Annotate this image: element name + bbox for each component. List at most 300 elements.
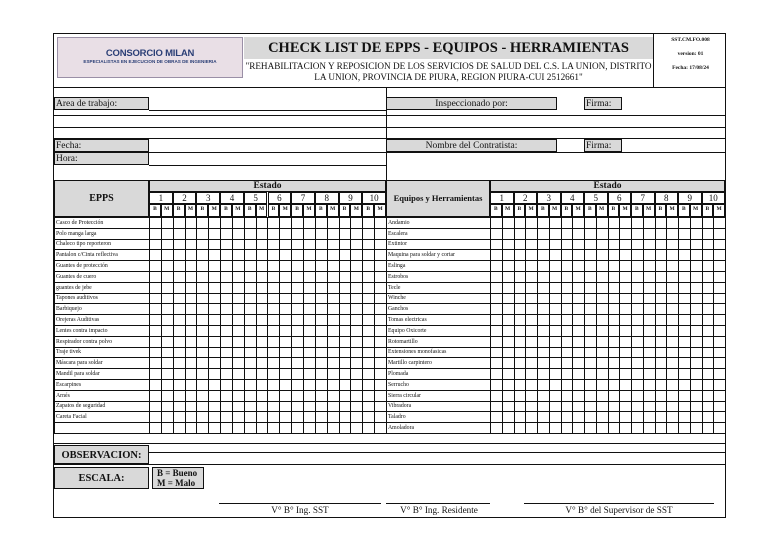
status-cell[interactable] [197, 369, 209, 380]
status-cell[interactable] [221, 369, 233, 380]
status-cell[interactable] [702, 358, 714, 369]
status-cell[interactable] [292, 347, 304, 358]
status-cell[interactable] [185, 250, 197, 261]
status-cell[interactable] [620, 315, 632, 326]
status-cell[interactable] [502, 401, 514, 412]
status-cell[interactable] [150, 412, 162, 423]
status-cell[interactable] [538, 293, 550, 304]
status-cell[interactable] [526, 412, 538, 423]
status-cell[interactable] [209, 423, 221, 434]
status-cell[interactable] [491, 293, 503, 304]
status-cell[interactable] [363, 347, 375, 358]
status-cell[interactable] [667, 379, 679, 390]
status-cell[interactable] [690, 293, 702, 304]
status-cell[interactable] [232, 358, 244, 369]
status-cell[interactable] [502, 412, 514, 423]
status-cell[interactable] [679, 401, 691, 412]
status-cell[interactable] [690, 271, 702, 282]
status-cell[interactable] [327, 390, 339, 401]
status-cell[interactable] [596, 401, 608, 412]
status-cell[interactable] [538, 336, 550, 347]
status-cell[interactable] [173, 228, 185, 239]
status-cell[interactable] [620, 271, 632, 282]
status-cell[interactable] [268, 261, 280, 272]
status-cell[interactable] [303, 412, 315, 423]
status-cell[interactable] [221, 390, 233, 401]
status-cell[interactable] [608, 315, 620, 326]
status-cell[interactable] [679, 412, 691, 423]
status-cell[interactable] [585, 315, 597, 326]
status-cell[interactable] [526, 401, 538, 412]
status-cell[interactable] [620, 423, 632, 434]
status-cell[interactable] [209, 304, 221, 315]
status-cell[interactable] [292, 293, 304, 304]
status-cell[interactable] [232, 282, 244, 293]
status-cell[interactable] [209, 401, 221, 412]
status-cell[interactable] [221, 315, 233, 326]
status-cell[interactable] [185, 358, 197, 369]
status-cell[interactable] [514, 358, 526, 369]
status-cell[interactable] [632, 379, 644, 390]
status-cell[interactable] [643, 390, 655, 401]
status-cell[interactable] [315, 412, 327, 423]
status-cell[interactable] [632, 401, 644, 412]
status-cell[interactable] [538, 412, 550, 423]
status-cell[interactable] [573, 271, 585, 282]
status-cell[interactable] [667, 336, 679, 347]
status-cell[interactable] [280, 336, 292, 347]
status-cell[interactable] [303, 369, 315, 380]
status-cell[interactable] [502, 261, 514, 272]
status-cell[interactable] [256, 412, 268, 423]
status-cell[interactable] [268, 401, 280, 412]
status-cell[interactable] [549, 304, 561, 315]
status-cell[interactable] [280, 390, 292, 401]
status-cell[interactable] [702, 250, 714, 261]
status-cell[interactable] [327, 347, 339, 358]
status-cell[interactable] [221, 379, 233, 390]
status-cell[interactable] [526, 347, 538, 358]
status-cell[interactable] [526, 358, 538, 369]
status-cell[interactable] [150, 293, 162, 304]
status-cell[interactable] [244, 293, 256, 304]
status-cell[interactable] [632, 325, 644, 336]
status-cell[interactable] [315, 250, 327, 261]
status-cell[interactable] [596, 218, 608, 229]
status-cell[interactable] [150, 369, 162, 380]
status-cell[interactable] [244, 401, 256, 412]
status-cell[interactable] [303, 228, 315, 239]
status-cell[interactable] [561, 390, 573, 401]
status-cell[interactable] [256, 218, 268, 229]
status-cell[interactable] [173, 401, 185, 412]
status-cell[interactable] [596, 336, 608, 347]
status-cell[interactable] [292, 423, 304, 434]
status-cell[interactable] [714, 261, 726, 272]
status-cell[interactable] [244, 261, 256, 272]
status-cell[interactable] [526, 228, 538, 239]
status-cell[interactable] [244, 304, 256, 315]
status-cell[interactable] [608, 401, 620, 412]
status-cell[interactable] [596, 315, 608, 326]
status-cell[interactable] [502, 369, 514, 380]
status-cell[interactable] [256, 390, 268, 401]
status-cell[interactable] [549, 412, 561, 423]
status-cell[interactable] [667, 261, 679, 272]
status-cell[interactable] [292, 271, 304, 282]
status-cell[interactable] [209, 315, 221, 326]
status-cell[interactable] [643, 347, 655, 358]
status-cell[interactable] [679, 250, 691, 261]
status-cell[interactable] [280, 412, 292, 423]
status-cell[interactable] [643, 401, 655, 412]
status-cell[interactable] [596, 261, 608, 272]
status-cell[interactable] [514, 261, 526, 272]
status-cell[interactable] [303, 358, 315, 369]
status-cell[interactable] [150, 228, 162, 239]
status-cell[interactable] [561, 358, 573, 369]
status-cell[interactable] [596, 369, 608, 380]
status-cell[interactable] [209, 293, 221, 304]
status-cell[interactable] [303, 423, 315, 434]
status-cell[interactable] [363, 325, 375, 336]
status-cell[interactable] [363, 401, 375, 412]
status-cell[interactable] [339, 358, 351, 369]
status-cell[interactable] [232, 271, 244, 282]
status-cell[interactable] [608, 379, 620, 390]
status-cell[interactable] [608, 239, 620, 250]
status-cell[interactable] [690, 261, 702, 272]
status-cell[interactable] [280, 271, 292, 282]
status-cell[interactable] [292, 282, 304, 293]
status-cell[interactable] [315, 293, 327, 304]
status-cell[interactable] [573, 336, 585, 347]
status-cell[interactable] [608, 423, 620, 434]
status-cell[interactable] [232, 218, 244, 229]
status-cell[interactable] [339, 218, 351, 229]
status-cell[interactable] [315, 369, 327, 380]
status-cell[interactable] [561, 347, 573, 358]
status-cell[interactable] [667, 325, 679, 336]
status-cell[interactable] [573, 423, 585, 434]
status-cell[interactable] [173, 390, 185, 401]
status-cell[interactable] [714, 347, 726, 358]
status-cell[interactable] [232, 293, 244, 304]
status-cell[interactable] [585, 412, 597, 423]
status-cell[interactable] [150, 218, 162, 229]
status-cell[interactable] [655, 218, 667, 229]
status-cell[interactable] [643, 412, 655, 423]
status-cell[interactable] [643, 423, 655, 434]
status-cell[interactable] [327, 304, 339, 315]
status-cell[interactable] [702, 325, 714, 336]
status-cell[interactable] [667, 358, 679, 369]
status-cell[interactable] [620, 390, 632, 401]
status-cell[interactable] [549, 423, 561, 434]
status-cell[interactable] [514, 325, 526, 336]
status-cell[interactable] [185, 261, 197, 272]
status-cell[interactable] [221, 358, 233, 369]
status-cell[interactable] [643, 239, 655, 250]
status-cell[interactable] [268, 412, 280, 423]
status-cell[interactable] [197, 250, 209, 261]
status-cell[interactable] [150, 282, 162, 293]
status-cell[interactable] [655, 390, 667, 401]
status-cell[interactable] [491, 239, 503, 250]
status-cell[interactable] [315, 228, 327, 239]
status-cell[interactable] [655, 423, 667, 434]
status-cell[interactable] [585, 379, 597, 390]
status-cell[interactable] [315, 325, 327, 336]
status-cell[interactable] [292, 379, 304, 390]
status-cell[interactable] [632, 336, 644, 347]
status-cell[interactable] [292, 401, 304, 412]
status-cell[interactable] [643, 271, 655, 282]
status-cell[interactable] [526, 423, 538, 434]
status-cell[interactable] [667, 401, 679, 412]
status-cell[interactable] [608, 325, 620, 336]
status-cell[interactable] [150, 401, 162, 412]
status-cell[interactable] [268, 325, 280, 336]
status-cell[interactable] [714, 218, 726, 229]
status-cell[interactable] [491, 336, 503, 347]
status-cell[interactable] [620, 325, 632, 336]
status-cell[interactable] [702, 423, 714, 434]
status-cell[interactable] [209, 250, 221, 261]
status-cell[interactable] [620, 261, 632, 272]
status-cell[interactable] [502, 304, 514, 315]
status-cell[interactable] [573, 250, 585, 261]
status-cell[interactable] [561, 304, 573, 315]
status-cell[interactable] [679, 293, 691, 304]
status-cell[interactable] [608, 347, 620, 358]
status-cell[interactable] [303, 271, 315, 282]
status-cell[interactable] [161, 293, 173, 304]
status-cell[interactable] [363, 369, 375, 380]
status-cell[interactable] [292, 369, 304, 380]
status-cell[interactable] [339, 369, 351, 380]
status-cell[interactable] [161, 423, 173, 434]
status-cell[interactable] [221, 347, 233, 358]
status-cell[interactable] [221, 218, 233, 229]
status-cell[interactable] [232, 336, 244, 347]
status-cell[interactable] [256, 304, 268, 315]
status-cell[interactable] [667, 282, 679, 293]
status-cell[interactable] [667, 304, 679, 315]
status-cell[interactable] [221, 293, 233, 304]
status-cell[interactable] [256, 379, 268, 390]
status-cell[interactable] [714, 239, 726, 250]
status-cell[interactable] [232, 261, 244, 272]
status-cell[interactable] [596, 304, 608, 315]
status-cell[interactable] [303, 315, 315, 326]
status-cell[interactable] [185, 369, 197, 380]
status-cell[interactable] [526, 261, 538, 272]
status-cell[interactable] [643, 325, 655, 336]
status-cell[interactable] [596, 271, 608, 282]
status-cell[interactable] [351, 261, 363, 272]
status-cell[interactable] [173, 315, 185, 326]
status-cell[interactable] [679, 239, 691, 250]
status-cell[interactable] [549, 347, 561, 358]
status-cell[interactable] [327, 412, 339, 423]
status-cell[interactable] [161, 369, 173, 380]
status-cell[interactable] [375, 412, 387, 423]
status-cell[interactable] [502, 239, 514, 250]
status-cell[interactable] [339, 379, 351, 390]
status-cell[interactable] [185, 218, 197, 229]
status-cell[interactable] [327, 228, 339, 239]
status-cell[interactable] [491, 347, 503, 358]
status-cell[interactable] [221, 261, 233, 272]
status-cell[interactable] [596, 250, 608, 261]
status-cell[interactable] [150, 336, 162, 347]
status-cell[interactable] [315, 282, 327, 293]
status-cell[interactable] [351, 390, 363, 401]
status-cell[interactable] [491, 261, 503, 272]
status-cell[interactable] [209, 218, 221, 229]
status-cell[interactable] [185, 315, 197, 326]
status-cell[interactable] [292, 325, 304, 336]
status-cell[interactable] [714, 369, 726, 380]
status-cell[interactable] [315, 347, 327, 358]
status-cell[interactable] [620, 293, 632, 304]
status-cell[interactable] [526, 250, 538, 261]
status-cell[interactable] [538, 369, 550, 380]
status-cell[interactable] [526, 379, 538, 390]
status-cell[interactable] [491, 358, 503, 369]
status-cell[interactable] [221, 336, 233, 347]
status-cell[interactable] [339, 282, 351, 293]
status-cell[interactable] [714, 304, 726, 315]
status-cell[interactable] [514, 336, 526, 347]
status-cell[interactable] [150, 390, 162, 401]
status-cell[interactable] [491, 271, 503, 282]
status-cell[interactable] [315, 390, 327, 401]
status-cell[interactable] [596, 228, 608, 239]
status-cell[interactable] [244, 423, 256, 434]
status-cell[interactable] [339, 271, 351, 282]
status-cell[interactable] [363, 261, 375, 272]
status-cell[interactable] [244, 412, 256, 423]
status-cell[interactable] [679, 390, 691, 401]
status-cell[interactable] [232, 239, 244, 250]
status-cell[interactable] [209, 228, 221, 239]
status-cell[interactable] [173, 282, 185, 293]
status-cell[interactable] [197, 293, 209, 304]
status-cell[interactable] [549, 390, 561, 401]
status-cell[interactable] [268, 293, 280, 304]
status-cell[interactable] [608, 218, 620, 229]
status-cell[interactable] [514, 347, 526, 358]
status-cell[interactable] [244, 271, 256, 282]
status-cell[interactable] [315, 315, 327, 326]
status-cell[interactable] [538, 218, 550, 229]
status-cell[interactable] [244, 336, 256, 347]
status-cell[interactable] [655, 282, 667, 293]
status-cell[interactable] [185, 304, 197, 315]
status-cell[interactable] [679, 218, 691, 229]
status-cell[interactable] [244, 282, 256, 293]
status-cell[interactable] [702, 379, 714, 390]
status-cell[interactable] [573, 228, 585, 239]
status-cell[interactable] [303, 239, 315, 250]
status-cell[interactable] [173, 347, 185, 358]
status-cell[interactable] [375, 293, 387, 304]
status-cell[interactable] [526, 218, 538, 229]
status-cell[interactable] [351, 218, 363, 229]
status-cell[interactable] [514, 423, 526, 434]
status-cell[interactable] [327, 239, 339, 250]
status-cell[interactable] [620, 412, 632, 423]
status-cell[interactable] [197, 228, 209, 239]
status-cell[interactable] [491, 369, 503, 380]
status-cell[interactable] [280, 379, 292, 390]
status-cell[interactable] [549, 282, 561, 293]
status-cell[interactable] [655, 293, 667, 304]
status-cell[interactable] [339, 347, 351, 358]
status-cell[interactable] [339, 228, 351, 239]
status-cell[interactable] [197, 336, 209, 347]
status-cell[interactable] [185, 293, 197, 304]
status-cell[interactable] [538, 228, 550, 239]
status-cell[interactable] [315, 379, 327, 390]
status-cell[interactable] [209, 390, 221, 401]
status-cell[interactable] [632, 358, 644, 369]
status-cell[interactable] [491, 282, 503, 293]
status-cell[interactable] [161, 218, 173, 229]
status-cell[interactable] [549, 379, 561, 390]
status-cell[interactable] [573, 325, 585, 336]
status-cell[interactable] [714, 282, 726, 293]
status-cell[interactable] [702, 315, 714, 326]
status-cell[interactable] [514, 250, 526, 261]
status-cell[interactable] [244, 358, 256, 369]
status-cell[interactable] [256, 282, 268, 293]
status-cell[interactable] [690, 369, 702, 380]
status-cell[interactable] [620, 304, 632, 315]
status-cell[interactable] [256, 315, 268, 326]
status-cell[interactable] [185, 228, 197, 239]
status-cell[interactable] [209, 282, 221, 293]
status-cell[interactable] [702, 261, 714, 272]
status-cell[interactable] [375, 315, 387, 326]
status-cell[interactable] [268, 390, 280, 401]
status-cell[interactable] [526, 315, 538, 326]
status-cell[interactable] [268, 304, 280, 315]
status-cell[interactable] [655, 315, 667, 326]
status-cell[interactable] [573, 218, 585, 229]
status-cell[interactable] [173, 325, 185, 336]
status-cell[interactable] [667, 218, 679, 229]
status-cell[interactable] [596, 412, 608, 423]
status-cell[interactable] [643, 261, 655, 272]
status-cell[interactable] [514, 401, 526, 412]
status-cell[interactable] [375, 228, 387, 239]
status-cell[interactable] [197, 358, 209, 369]
status-cell[interactable] [549, 261, 561, 272]
status-cell[interactable] [280, 369, 292, 380]
status-cell[interactable] [702, 239, 714, 250]
status-cell[interactable] [690, 358, 702, 369]
status-cell[interactable] [221, 271, 233, 282]
status-cell[interactable] [292, 261, 304, 272]
status-cell[interactable] [327, 293, 339, 304]
status-cell[interactable] [620, 336, 632, 347]
status-cell[interactable] [655, 379, 667, 390]
status-cell[interactable] [549, 271, 561, 282]
status-cell[interactable] [573, 369, 585, 380]
